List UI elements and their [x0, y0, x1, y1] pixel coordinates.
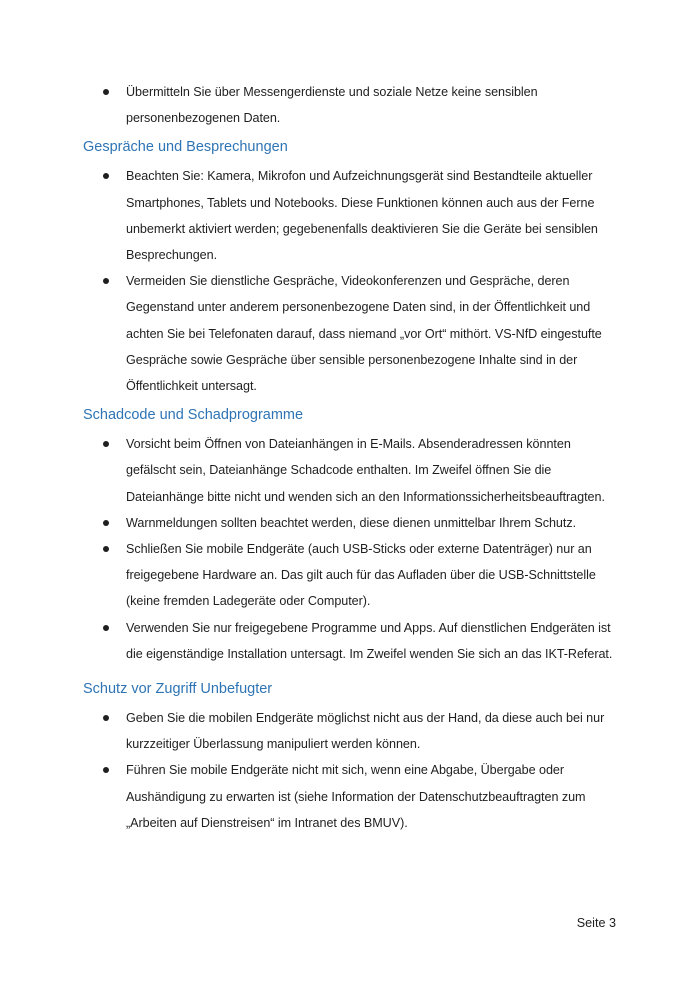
text-run: . Auf dienstlichen Endgeräten ist die eigenständige Installation untersagt. Im Zweifel wenden Sie sich an das IKT-Referat.: [126, 620, 613, 661]
bullet-icon: [103, 767, 109, 773]
page-number: Seite 3: [576, 916, 616, 930]
keyword-run: unbemerkt aktiviert: [126, 221, 232, 236]
list-item: [83, 615, 623, 667]
section-list: [83, 705, 623, 836]
text-run: öffnen Sie die Dateianhänge bitte nicht und wenden sich an den: [126, 463, 552, 504]
text-run: .: [601, 489, 605, 504]
text-run: Führen Sie mobile Endgeräte nicht mit sich, wenn eine Abgabe, Übergabe oder Aushändigung zu erwarten ist (siehe Information der Datenschutzbeauftragten zum „Arbeiten auf Dienstreisen“ im Intranet des BMUV).: [126, 763, 586, 830]
keyword-run: manipuliert: [266, 737, 328, 752]
keyword-run: Schadcode: [290, 463, 354, 478]
bullet-icon: [103, 278, 109, 284]
keyword-run: dienstliche Gespräche: [210, 274, 335, 289]
bullet-icon: [103, 520, 109, 526]
text-run: ,: [334, 274, 342, 289]
bullet-icon: [103, 715, 109, 721]
text-run: Vorsicht beim Öffnen von Dateianhängen in E-Mails. Absenderadressen könnten: [126, 437, 571, 452]
text-run: Sie: [185, 274, 211, 289]
section-heading: Schutz vor Zugriff Unbefugter: [83, 681, 273, 698]
text-run: Beachten Sie: Kamera, Mikrofon und Aufzeichnungsgerät sind Bestandteile aktueller Smartphones, Tablets und Notebooks. Diese Funktionen können auch aus der Ferne: [126, 169, 595, 210]
list-item: [83, 431, 623, 510]
text-run: Schließen Sie mobile Endgeräte (auch USB-Sticks oder externe Datenträger) nur an: [126, 542, 592, 557]
keyword-run: freigegebene Hardware: [126, 568, 257, 583]
bullet-icon: [103, 546, 109, 552]
bullet-icon: [103, 89, 109, 95]
keyword-run: freigegebene Programme und Apps: [235, 620, 433, 635]
keyword-run: gefälscht: [126, 463, 176, 478]
keyword-run: untersagt: [201, 379, 254, 394]
list-item: [83, 705, 623, 757]
text-run: und Gespräche, deren Gegenstand unter anderem personenbezogene Daten sind, in der: [126, 274, 570, 315]
item-text: Übermitteln Sie über Messengerdienste und soziale Netze keine sensiblen personenbezogenen Daten.: [126, 85, 538, 126]
list-item: [83, 510, 623, 536]
bullet-icon: [103, 625, 109, 631]
list-item: [83, 79, 623, 131]
text-run: sein, Dateianhänge: [175, 463, 291, 478]
intro-list: [83, 79, 623, 131]
text-run: Sie die Geräte bei sensiblen Besprechungen.: [126, 221, 598, 263]
keyword-run: VS-NfD: [494, 326, 538, 341]
text-run: enthalten.: [353, 463, 415, 478]
text-run: Geben Sie die mobilen Endgeräte möglichst nicht aus der Hand, da diese auch bei nur kurzzeitiger Überlassung: [126, 711, 605, 752]
bullet-icon: [103, 441, 109, 447]
keyword-run: deaktivieren: [371, 221, 439, 236]
section-heading: Gespräche und Besprechungen: [83, 139, 288, 156]
page-content: [83, 79, 623, 836]
keyword-run: Informationssicherheitsbeauftragten: [402, 489, 602, 504]
text-run: Verwenden Sie nur: [126, 620, 236, 635]
section-list: [83, 431, 623, 667]
list-item: [83, 268, 623, 399]
section-heading: Schadcode und Schadprogramme: [83, 407, 304, 424]
keyword-run: Öffentlichkeit: [494, 300, 566, 315]
text-run: Warnmeldungen sollten beachtet werden, diese dienen unmittelbar Ihrem Schutz.: [126, 515, 577, 530]
text-run: werden können.: [327, 737, 421, 752]
section-list: [83, 163, 623, 399]
list-item: [83, 536, 623, 615]
list-item: [83, 757, 623, 836]
keyword-run: Videokonferenzen: [341, 274, 442, 289]
text-run: an. Das gilt auch für das Aufladen über die USB-Schnittstelle (keine fremden Ladegeräte oder Computer).: [126, 568, 596, 609]
list-item: [83, 163, 623, 268]
text-run: .: [253, 379, 257, 394]
text-run: eingestufte Gespräche sowie Gespräche über sensible personenbezogene Inhalte sind in der Öffentlichkeit: [126, 326, 602, 394]
bullet-icon: [103, 173, 109, 179]
text-run: und achten Sie bei Telefonaten darauf, dass niemand „vor Ort“ mithört.: [126, 300, 591, 341]
text-run: werden; gegebenenfalls: [231, 221, 371, 236]
keyword-run: Vermeiden: [126, 274, 186, 289]
keyword-run: Im Zweifel: [414, 463, 472, 478]
